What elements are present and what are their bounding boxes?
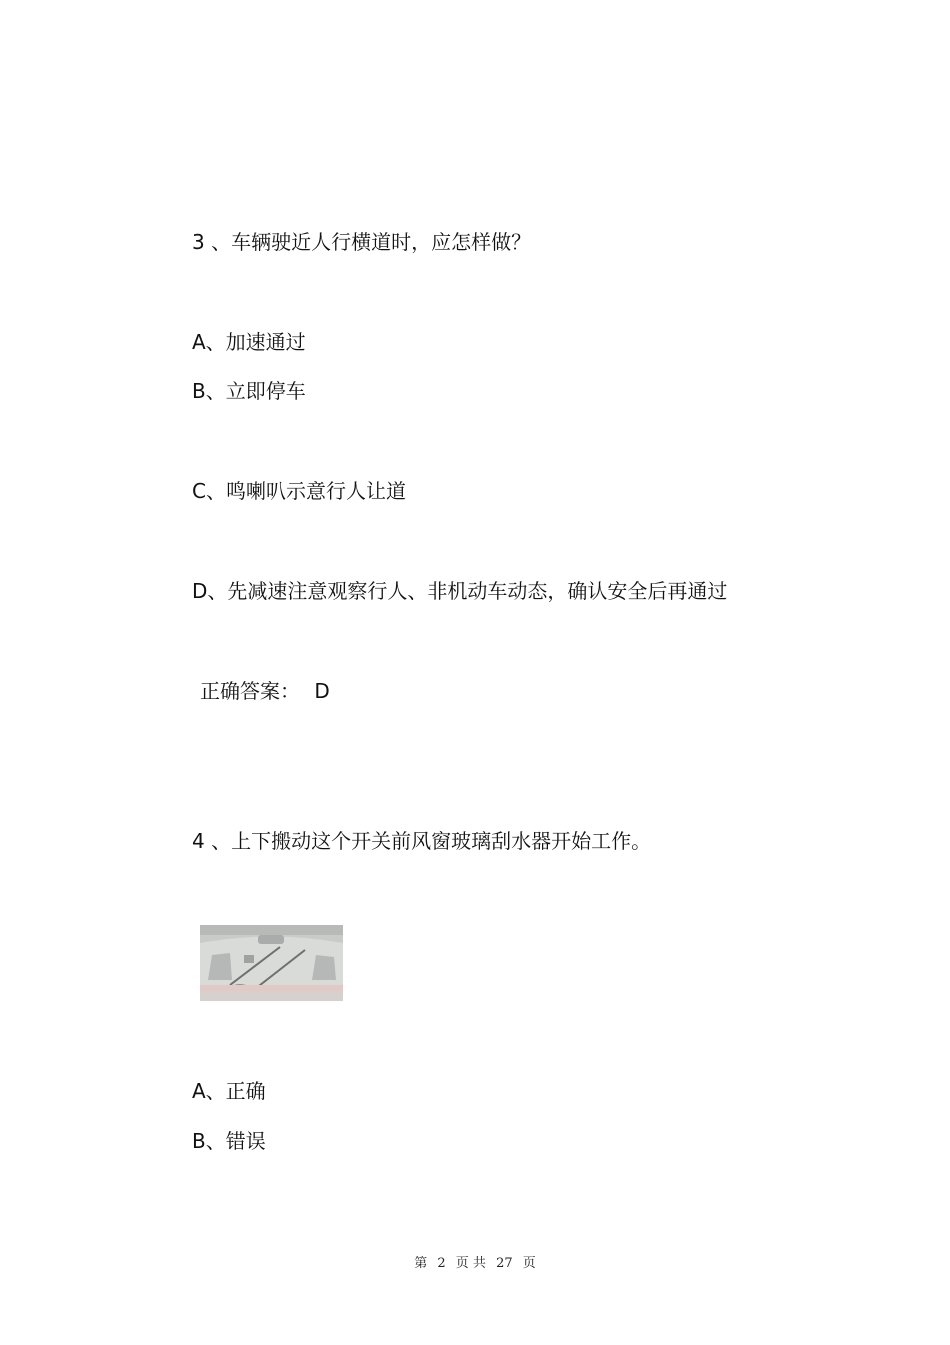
answer-value: D	[314, 679, 330, 703]
option-a: A、正确	[192, 1079, 266, 1103]
footer-suffix: 页	[522, 1256, 536, 1271]
option-b: B、错误	[192, 1129, 266, 1153]
footer-page: 2	[437, 1256, 446, 1271]
answer-label: 正确答案：	[200, 679, 300, 703]
footer-mid: 页 共	[455, 1256, 486, 1271]
footer-total: 27	[496, 1256, 513, 1271]
option-a: A、加速通过	[192, 330, 306, 354]
question-stem: 4 、上下搬动这个开关前风窗玻璃刮水器开始工作。	[192, 829, 652, 853]
footer-prefix: 第	[414, 1256, 428, 1271]
correct-answer	[200, 679, 330, 703]
windshield-wiper-image	[200, 925, 343, 1001]
page-footer	[0, 1252, 950, 1271]
question-stem: 3 、车辆驶近人行横道时，应怎样做？	[192, 230, 532, 254]
option-c: C、鸣喇叭示意行人让道	[192, 479, 406, 503]
option-b: B、立即停车	[192, 379, 306, 403]
option-d: D、先减速注意观察行人、非机动车动态，确认安全后再通过	[192, 579, 728, 603]
